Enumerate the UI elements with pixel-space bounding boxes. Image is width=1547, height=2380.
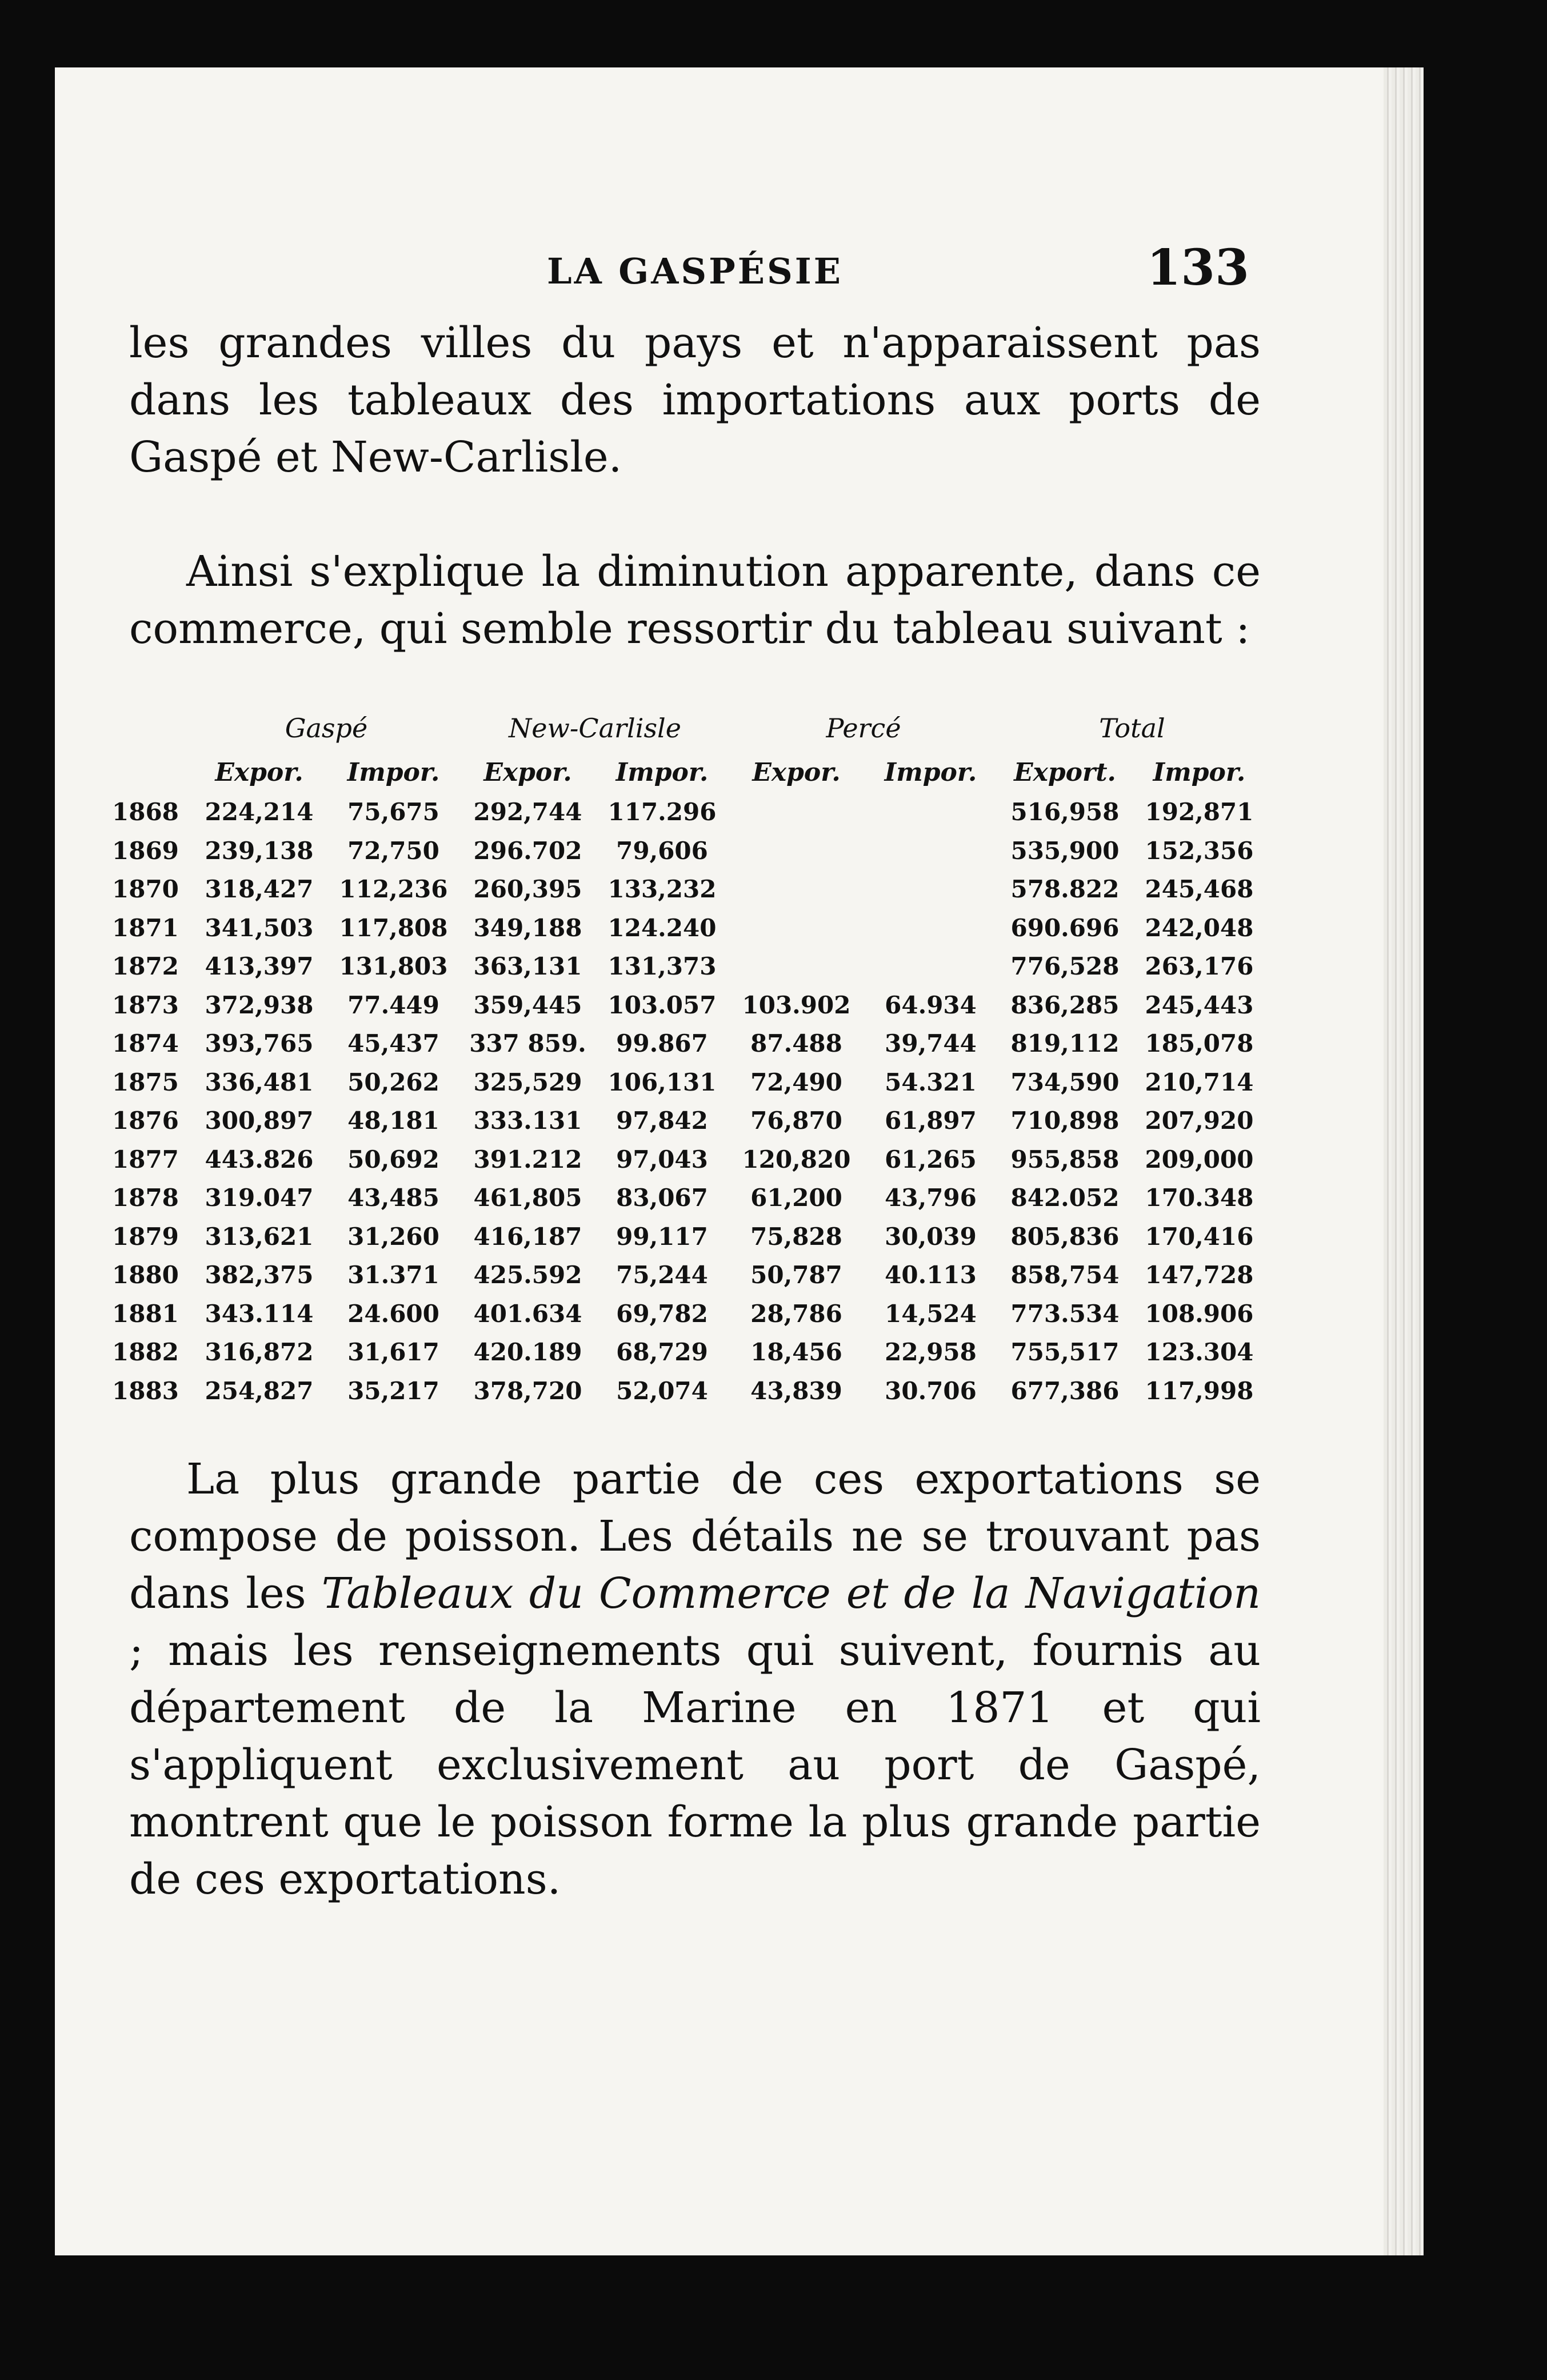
value-cell: 245,468 [1145,875,1254,904]
value-cell: 61,200 [750,1184,842,1212]
table-row [112,1024,1266,1063]
value-cell: 31.371 [347,1261,439,1289]
value-cell: 292,744 [473,798,582,826]
table-row [112,1101,1266,1140]
value-cell: 133,232 [607,875,717,904]
value-cell: 858,754 [1010,1261,1120,1289]
value-cell: 578.822 [1010,875,1120,904]
value-cell: 18,456 [750,1338,842,1367]
value-cell: 64.934 [885,991,977,1019]
year-subheader-blank [112,752,192,793]
value-cell: 48,181 [347,1107,439,1135]
value-cell: 79,606 [616,836,708,865]
value-cell: 443.826 [205,1145,314,1173]
value-cell: 22,958 [885,1338,977,1367]
value-cell: 124.240 [607,913,717,942]
value-cell: 52,074 [616,1376,708,1405]
value-cell: 776,528 [1010,952,1120,981]
table-row [112,1372,1266,1411]
value-cell [729,832,864,870]
value-cell: 103.902 [742,991,851,1019]
value-cell: 319.047 [205,1184,314,1212]
value-cell: 391.212 [473,1145,582,1173]
value-cell: 955,858 [1010,1145,1120,1173]
value-cell: 68,729 [616,1338,708,1367]
year-cell: 1868 [112,798,179,826]
value-cell: 120,820 [742,1145,851,1173]
value-cell [864,870,998,909]
value-cell: 117,808 [339,913,448,942]
year-cell: 1880 [112,1261,179,1289]
value-cell: 313,621 [205,1222,314,1251]
value-cell: 210,714 [1145,1068,1254,1096]
page-header [141,239,1249,308]
value-cell: 734,590 [1010,1068,1120,1096]
value-cell: 209,000 [1145,1145,1254,1173]
trade-table-wrapper [112,705,1266,1410]
value-cell: 337 859. [469,1029,586,1058]
sub-header: Impor. [615,757,709,787]
value-cell: 296.702 [473,836,582,865]
value-cell: 773.534 [1010,1299,1120,1328]
value-cell: 416,187 [473,1222,582,1251]
value-cell: 677,386 [1010,1376,1120,1405]
value-cell: 152,356 [1145,836,1254,865]
value-cell: 263,176 [1145,952,1254,981]
year-cell: 1875 [112,1068,179,1096]
year-header-blank [112,705,192,752]
value-cell [729,793,864,832]
value-cell: 192,871 [1145,798,1254,826]
value-cell: 75,675 [347,798,439,826]
value-cell: 117,998 [1145,1376,1254,1405]
table-row [112,1295,1266,1333]
value-cell: 31,260 [347,1222,439,1251]
value-cell: 333.131 [473,1107,582,1135]
table-row [112,1179,1266,1217]
value-cell: 710,898 [1010,1107,1120,1135]
year-cell: 1870 [112,875,179,904]
value-cell: 755,517 [1010,1338,1120,1367]
value-cell: 54.321 [885,1068,977,1096]
group-header-new-carlisle: New-Carlisle [509,713,681,744]
value-cell: 87.488 [750,1029,842,1058]
value-cell: 14,524 [885,1299,977,1328]
value-cell: 72,490 [750,1068,842,1096]
year-cell: 1871 [112,913,179,942]
value-cell: 336,481 [205,1068,314,1096]
book-page [55,67,1424,2255]
trade-table [112,705,1266,1410]
value-cell: 516,958 [1010,798,1120,826]
year-cell: 1877 [112,1145,179,1173]
value-cell: 535,900 [1010,836,1120,865]
value-cell: 50,262 [347,1068,439,1096]
value-cell: 50,787 [750,1261,842,1289]
year-cell: 1869 [112,836,179,865]
paragraph-text-a: La plus grande partie de ces exportations se compose de poisson. Les détails ne se trouvant pas dans les [129,1455,1261,1618]
value-cell: 819,112 [1010,1029,1120,1058]
group-header-perce: Percé [826,713,901,744]
value-cell: 99.867 [616,1029,708,1058]
paragraph-continuation: les grandes villes du pays et n'apparaissent pas dans les tableaux des importations aux ports de Gaspé et New-Carlisle. [129,318,1261,482]
value-cell: 245,443 [1145,991,1254,1019]
value-cell: 31,617 [347,1338,439,1367]
value-cell: 185,078 [1145,1029,1254,1058]
value-cell: 69,782 [616,1299,708,1328]
table-row [112,1217,1266,1256]
value-cell [864,947,998,986]
value-cell: 147,728 [1145,1261,1254,1289]
value-cell: 242,048 [1145,913,1254,942]
value-cell: 108.906 [1145,1299,1254,1328]
value-cell: 359,445 [473,991,582,1019]
value-cell [864,793,998,832]
year-cell: 1876 [112,1107,179,1135]
value-cell: 50,692 [347,1145,439,1173]
value-cell: 131,803 [339,952,448,981]
value-cell: 413,397 [205,952,314,981]
sub-header: Export. [1014,757,1116,787]
value-cell: 30,039 [885,1222,977,1251]
table-row [112,1333,1266,1372]
value-cell: 30.706 [885,1376,977,1405]
value-cell: 77.449 [347,991,439,1019]
sub-header-row [112,752,1266,793]
table-row [112,1063,1266,1102]
value-cell: 393,765 [205,1029,314,1058]
value-cell: 805,836 [1010,1222,1120,1251]
year-cell: 1881 [112,1299,179,1328]
value-cell: 224,214 [205,798,314,826]
value-cell: 207,920 [1145,1107,1254,1135]
group-header-gaspe: Gaspé [285,713,368,744]
value-cell: 260,395 [473,875,582,904]
value-cell [864,832,998,870]
value-cell [729,870,864,909]
table-row [112,793,1266,832]
value-cell: 401.634 [473,1299,582,1328]
table-row [112,870,1266,909]
value-cell: 45,437 [347,1029,439,1058]
value-cell: 99,117 [616,1222,708,1251]
value-cell: 40.113 [885,1261,977,1289]
value-cell: 75,828 [750,1222,842,1251]
value-cell: 425.592 [473,1261,582,1289]
year-cell: 1874 [112,1029,179,1058]
sub-header: Expor. [215,757,303,787]
year-cell: 1883 [112,1376,179,1405]
year-cell: 1882 [112,1338,179,1367]
publication-title: Tableaux du Commerce et de la Navigation [321,1569,1261,1618]
page-number: 133 [1146,239,1249,297]
value-cell [864,909,998,948]
value-cell: 43,485 [347,1184,439,1212]
value-cell: 378,720 [473,1376,582,1405]
value-cell: 254,827 [205,1376,314,1405]
value-cell: 103.057 [607,991,717,1019]
value-cell: 39,744 [885,1029,977,1058]
value-cell: 239,138 [205,836,314,865]
table-row [112,909,1266,948]
value-cell: 61,897 [885,1107,977,1135]
value-cell: 97,043 [616,1145,708,1173]
value-cell: 131,373 [607,952,717,981]
trade-table-body [112,793,1266,1410]
value-cell: 72,750 [347,836,439,865]
paragraph-intro-table: Ainsi s'explique la diminution apparente, dans ce commerce, qui semble ressortir du tableau suivant : [129,547,1261,653]
value-cell: 24.600 [347,1299,439,1328]
value-cell: 341,503 [205,913,314,942]
value-cell: 318,427 [205,875,314,904]
sub-header: Expor. [483,757,572,787]
year-cell: 1879 [112,1222,179,1251]
value-cell: 97,842 [616,1107,708,1135]
table-row [112,947,1266,986]
sub-header: Impor. [1153,757,1246,787]
value-cell: 75,244 [616,1261,708,1289]
value-cell: 690.696 [1010,913,1120,942]
year-cell: 1872 [112,952,179,981]
value-cell: 325,529 [473,1068,582,1096]
table-row [112,1256,1266,1295]
group-header-row [112,705,1266,752]
value-cell: 836,285 [1010,991,1120,1019]
year-cell: 1873 [112,991,179,1019]
value-cell: 43,796 [885,1184,977,1212]
table-row [112,986,1266,1025]
value-cell: 420.189 [473,1338,582,1367]
sub-header: Impor. [347,757,440,787]
value-cell: 382,375 [205,1261,314,1289]
value-cell: 61,265 [885,1145,977,1173]
page-edge-shadow [1384,67,1424,2255]
value-cell: 117.296 [607,798,717,826]
value-cell: 170.348 [1145,1184,1254,1212]
value-cell: 461,805 [473,1184,582,1212]
value-cell: 343.114 [205,1299,314,1328]
running-title: LA GASPÉSIE [546,250,844,292]
value-cell: 363,131 [473,952,582,981]
paragraph-text-c: ; mais les renseignements qui suivent, fournis au département de la Marine en 1871 et qui s'appliquent exclusivement au port de Gaspé, montrent que le poisson forme la plus grande partie de ces exportations. [129,1626,1261,1904]
value-cell: 112,236 [339,875,448,904]
table-row [112,832,1266,870]
sub-header: Impor. [884,757,977,787]
value-cell: 106,131 [607,1068,717,1096]
value-cell: 349,188 [473,913,582,942]
value-cell: 76,870 [750,1107,842,1135]
value-cell: 842.052 [1010,1184,1120,1212]
value-cell: 316,872 [205,1338,314,1367]
year-cell: 1878 [112,1184,179,1212]
group-header-total: Total [1099,713,1165,744]
value-cell: 43,839 [750,1376,842,1405]
value-cell: 372,938 [205,991,314,1019]
value-cell [729,947,864,986]
value-cell: 300,897 [205,1107,314,1135]
table-row [112,1140,1266,1179]
value-cell: 28,786 [750,1299,842,1328]
value-cell: 83,067 [616,1184,708,1212]
value-cell: 123.304 [1145,1338,1254,1367]
value-cell: 170,416 [1145,1222,1254,1251]
sub-header: Expor. [752,757,841,787]
paragraph-fish-exports [129,1451,1261,1908]
value-cell [729,909,864,948]
value-cell: 35,217 [347,1376,439,1405]
